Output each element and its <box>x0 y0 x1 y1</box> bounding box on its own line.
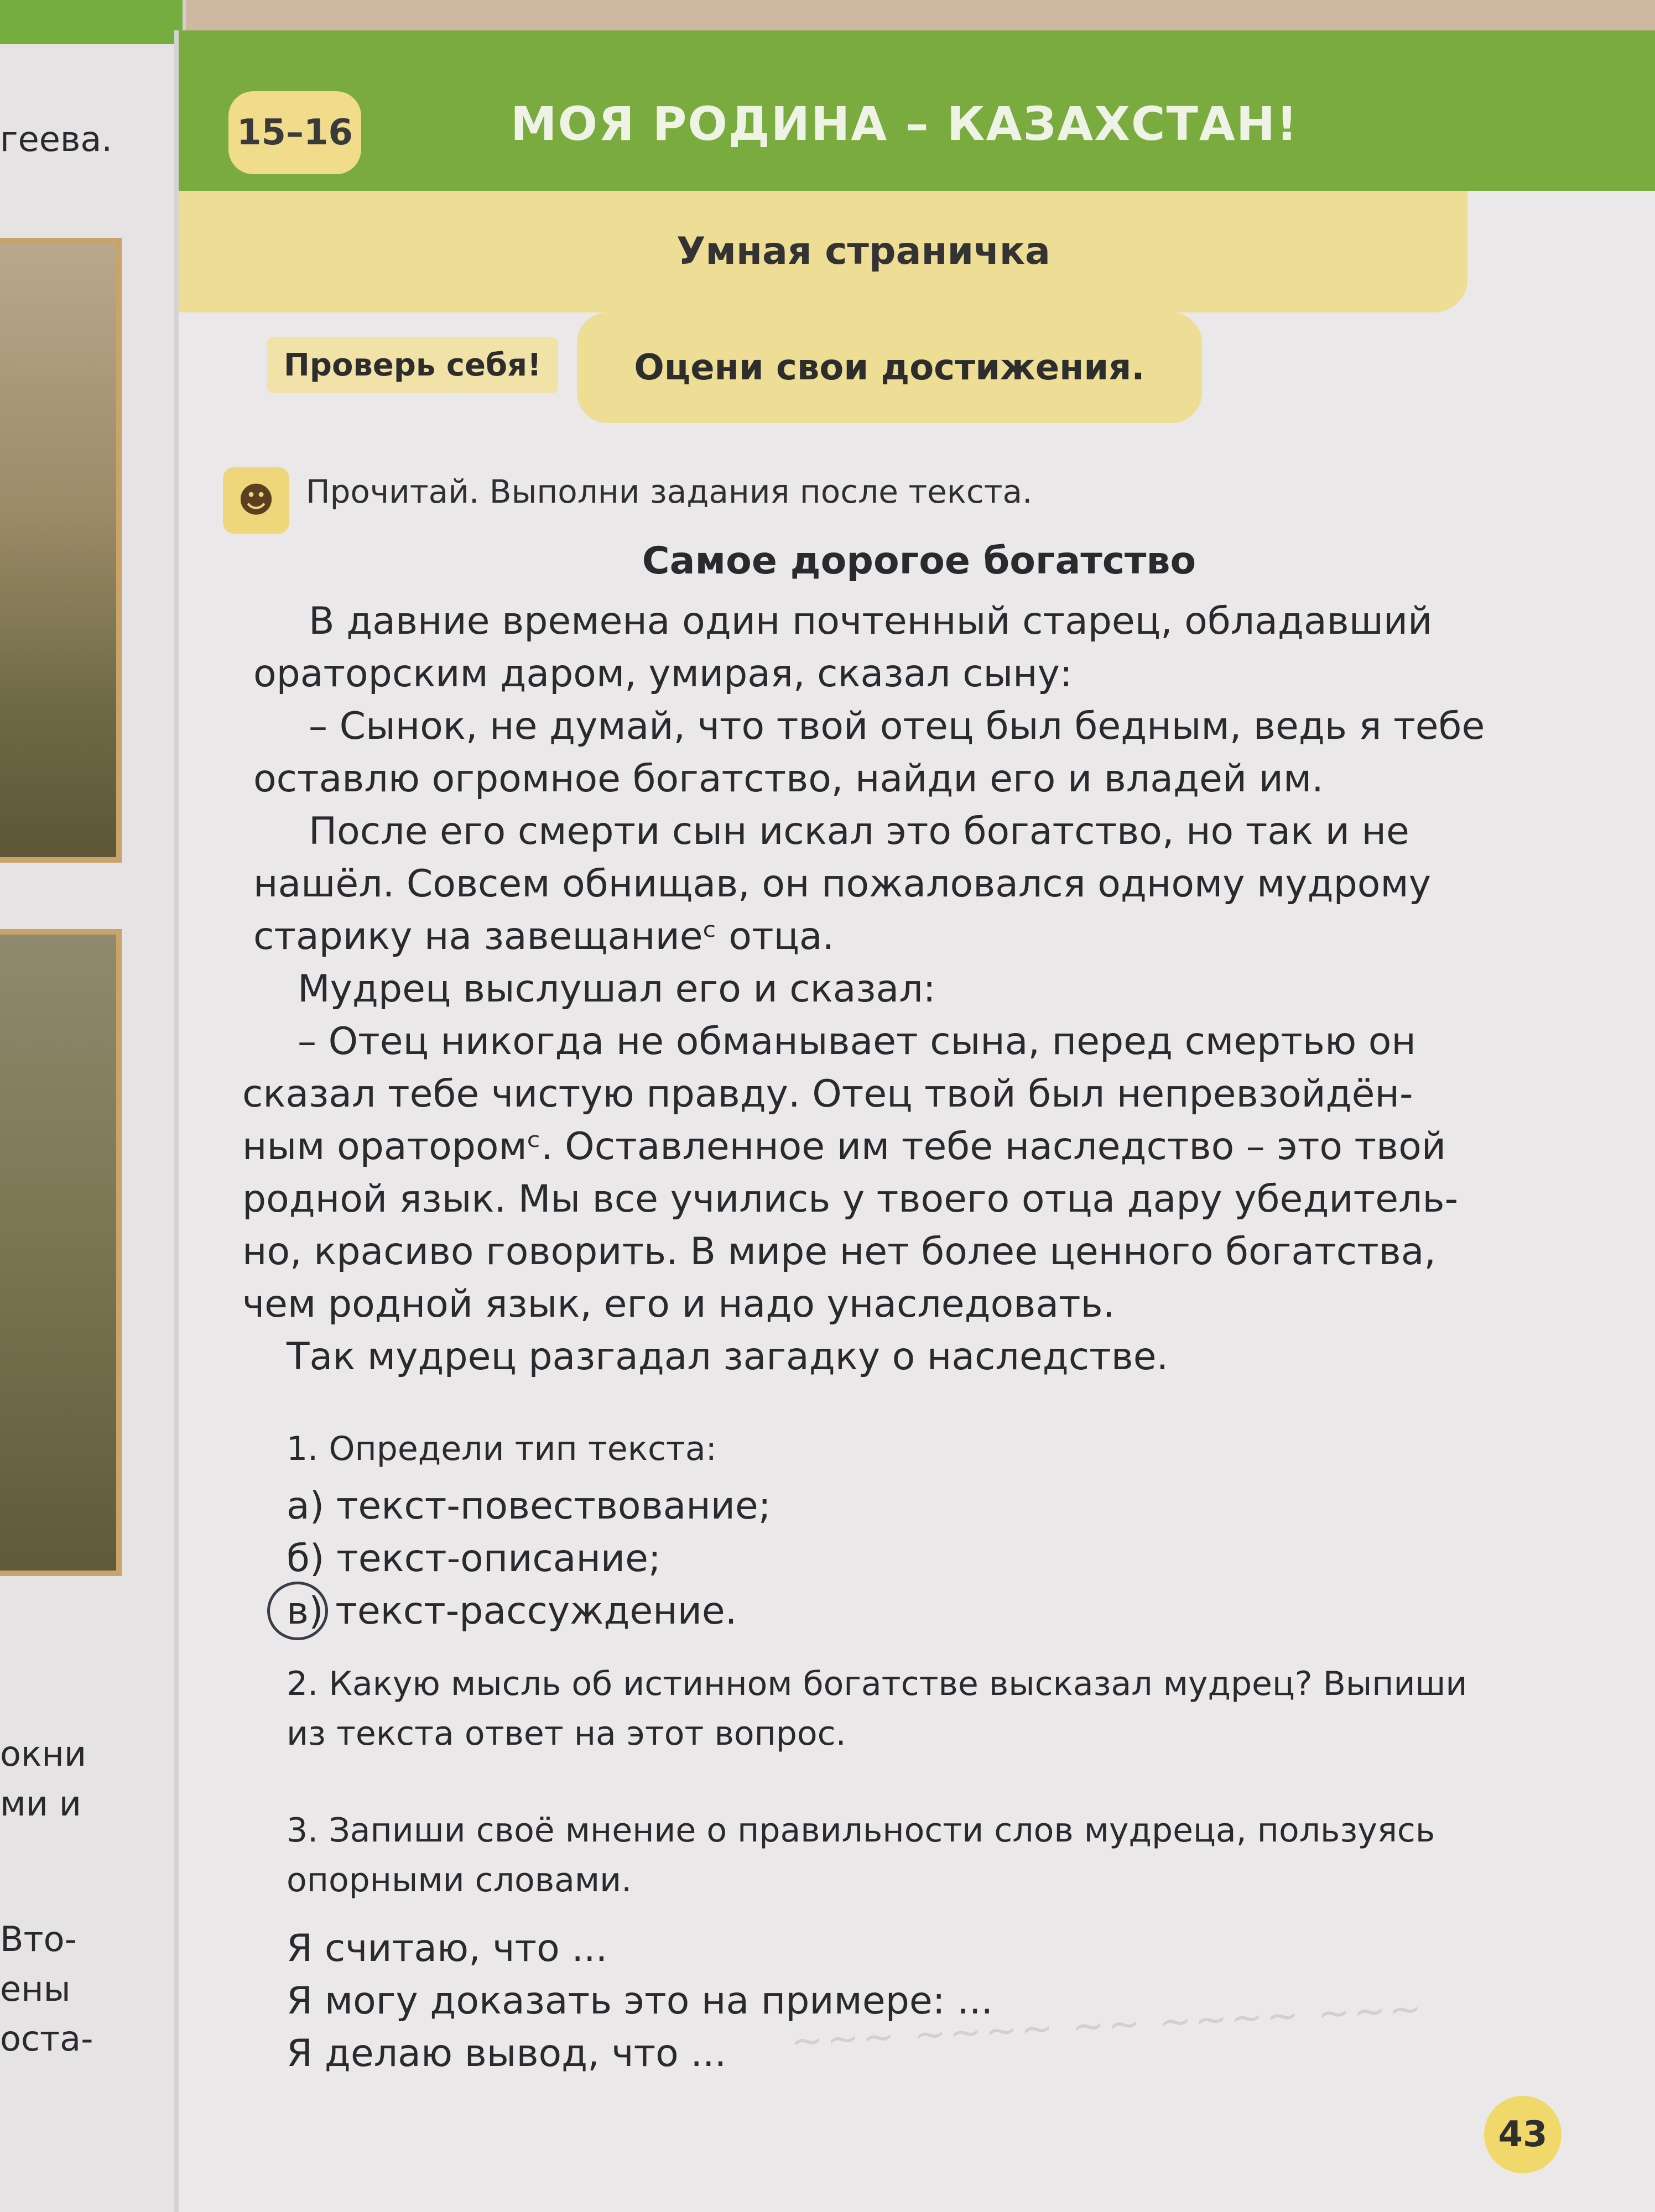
self-assessment-label: Оцени свои достижения. <box>577 312 1202 423</box>
story-line: Мудрец выслушал его и сказал: <box>298 967 936 1011</box>
story-line: После его смерти сын искал это богатство, но так и не <box>309 810 1409 853</box>
story-line: чем родной язык, его и надо унаследовать. <box>242 1282 1115 1326</box>
handwritten-answer-circle <box>267 1582 328 1640</box>
task-2-line: из текста ответ на этот вопрос. <box>287 1714 846 1753</box>
reading-children-icon: ☻ <box>223 467 289 534</box>
left-page-fragment: оста- <box>0 2018 93 2059</box>
left-page-edge <box>0 0 186 2212</box>
bleed-through-scribble: ~~~ ~~~~ ~~ ~~~~ ~~~ <box>789 1985 1426 2064</box>
left-page-photo-top <box>0 238 122 863</box>
story-line: старику на завещаниеᶜ отца. <box>253 915 835 958</box>
page-number-badge: 43 <box>1484 2096 1562 2173</box>
story-line: – Сынок, не думай, что твой отец был бедным, ведь я тебе <box>309 705 1485 748</box>
textbook-page <box>174 30 1655 2212</box>
left-page-fragment: ены <box>0 1969 71 2009</box>
story-line: сказал тебе чистую правду. Отец твой был непревзойдён- <box>242 1072 1413 1116</box>
chapter-banner <box>179 30 1655 191</box>
chapter-number-badge: 15–16 <box>228 91 361 174</box>
task-1-option-a: а) текст-повествование; <box>287 1484 771 1528</box>
check-yourself-label: Проверь себя! <box>267 337 558 393</box>
task-3-line: 3. Запиши своё мнение о правильности слов мудреца, пользуясь <box>287 1811 1435 1850</box>
chapter-title: МОЯ РОДИНА – КАЗАХСТАН! <box>511 97 1299 151</box>
left-page-fragment: Вто- <box>0 1919 77 1959</box>
story-title: Самое дорогое богатство <box>642 539 1196 583</box>
task-1-question: 1. Определи тип текста: <box>287 1430 717 1468</box>
task-1-option-c: в) текст-рассуждение. <box>287 1589 737 1633</box>
reading-instruction: Прочитай. Выполни задания после текста. <box>306 473 1033 510</box>
opinion-prompt: Я считаю, что ... <box>287 1927 608 1970</box>
section-subtitle: Умная страничка <box>676 229 1050 273</box>
story-line: оставлю огромное богатство, найди его и владей им. <box>253 757 1324 801</box>
left-page-fragment: окни <box>0 1734 87 1774</box>
task-2-line: 2. Какую мысль об истинном богатстве высказал мудрец? Выпиши <box>287 1665 1467 1703</box>
left-page-fragment: ми и <box>0 1783 82 1824</box>
opinion-prompt: Я могу доказать это на примере: ... <box>287 1979 993 2023</box>
story-line: В давние времена один почтенный старец, обладавший <box>309 599 1433 643</box>
story-line: но, красиво говорить. В мире нет более ценного богатства, <box>242 1230 1437 1274</box>
story-line: ным ораторомᶜ. Оставленное им тебе наследство – это твой <box>242 1125 1446 1168</box>
story-line: ораторским даром, умирая, сказал сыну: <box>253 652 1073 696</box>
task-3-line: опорными словами. <box>287 1861 632 1900</box>
section-banner <box>179 191 1467 312</box>
opinion-prompt: Я делаю вывод, что ... <box>287 2032 727 2075</box>
story-line: родной язык. Мы все учились у твоего отца дару убедитель- <box>242 1177 1459 1221</box>
story-line: нашёл. Совсем обнищав, он пожаловался одному мудрому <box>253 862 1431 906</box>
left-page-green-strip <box>0 0 183 44</box>
left-page-fragment: геева. <box>0 119 113 159</box>
story-line: Так мудрец разгадал загадку о наследстве. <box>287 1335 1169 1379</box>
story-line: – Отец никогда не обманывает сына, перед смертью он <box>298 1020 1416 1063</box>
task-1-option-b: б) текст-описание; <box>287 1537 661 1580</box>
left-page-photo-bottom <box>0 929 122 1576</box>
